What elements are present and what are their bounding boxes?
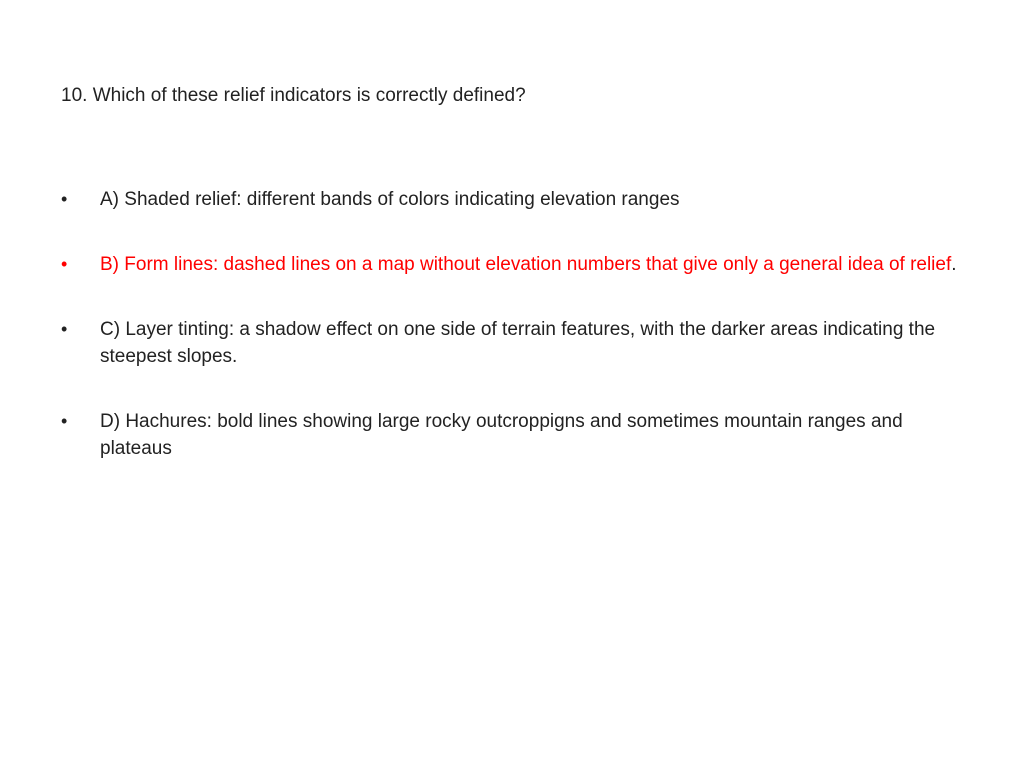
bullet-icon: •	[61, 189, 68, 209]
option-a-text: A) Shaded relief: different bands of colors indicating elevation ranges	[100, 189, 680, 210]
option-b-tail: .	[951, 254, 957, 275]
option-d	[61, 408, 961, 462]
option-c-text: C) Layer tinting: a shadow effect on one side of terrain features, with the darker areas indicating the steepest slopes.	[100, 319, 936, 367]
option-c	[61, 316, 961, 370]
option-a	[61, 186, 961, 213]
bullet-icon: •	[61, 411, 68, 431]
bullet-icon: •	[61, 319, 68, 339]
answer-options-list	[61, 186, 961, 500]
option-b-correct	[61, 251, 961, 278]
question-text: 10. Which of these relief indicators is correctly defined?	[61, 85, 526, 106]
option-d-text: D) Hachures: bold lines showing large rocky outcroppigns and sometimes mountain ranges and plateaus	[100, 411, 903, 459]
option-b-text: B) Form lines: dashed lines on a map without elevation numbers that give only a general idea of relief	[100, 254, 952, 275]
bullet-icon: •	[61, 254, 68, 274]
